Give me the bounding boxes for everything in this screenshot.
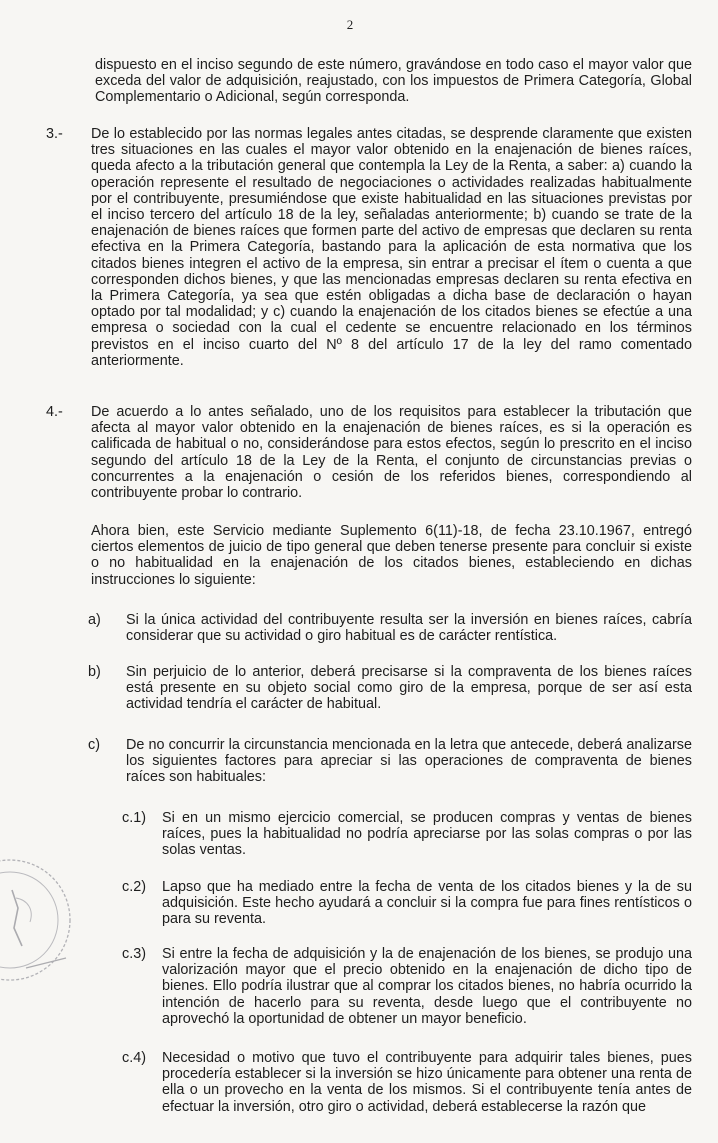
item-c-label: c) [88,737,100,753]
item-c2-label: c.2) [122,879,146,895]
section-4-paragraph-2: Ahora bien, este Servicio mediante Suplemento 6(11)-18, de fecha 23.10.1967, entregó ciertos elementos de juicio de tipo general que deben tenerse presente para concluir si existe o no habitualidad en la enajenación de los citados bienes, estableciendo en dichas instrucciones lo siguiente: [91,523,692,588]
item-a-label: a) [88,612,101,628]
section-4-paragraph-1: De acuerdo a lo antes señalado, uno de los requisitos para establecer la tributación que afecta al mayor valor obtenido en la enajenación de bienes raíces, es si la operación es calificada de habitual o no, considerándose para estos efectos, según lo prescrito en el inciso segundo del artículo 18 de la Ley de la Renta, el conjunto de circunstancias previas o concurrentes a la enajenación o cesión de los referidos bienes, correspondiendo al contribuyente probar lo contrario. [91,404,692,502]
intro-paragraph: dispuesto en el inciso segundo de este número, gravándose en todo caso el mayor valor que exceda del valor de adquisición, reajustado, con los impuestos de Primera Categoría, Global Complementario o Adicional, según corresponda. [95,57,692,106]
item-c4-text: Necesidad o motivo que tuvo el contribuyente para adquirir tales bienes, pues procedería establecer si la inversión se hizo únicamente para obtener una renta de ella o un provecho en la venta de los mismos. Si el contribuyente tenía antes de efectuar la inversión, otro giro o actividad, deberá establecerse la razón que [162,1050,692,1115]
item-c3-label: c.3) [122,946,146,962]
item-c-text: De no concurrir la circunstancia mencionada en la letra que antecede, deberá analizarse los siguientes factores para apreciar si las operaciones de compraventa de bienes raíces son habituales: [126,737,692,786]
item-c1-text: Si en un mismo ejercicio comercial, se producen compras y ventas de bienes raíces, pues la habitualidad no podría apreciarse por las solas compras o por las solas ventas. [162,810,692,859]
item-c1-label: c.1) [122,810,146,826]
page-number: 2 [346,17,354,32]
item-c2-text: Lapso que ha mediado entre la fecha de venta de los citados bienes y la de su adquisición. Este hecho ayudará a concluir si la compra fue para fines rentísticos o para su reventa. [162,879,692,928]
stamp-seal-icon [0,850,80,990]
item-a-text: Si la única actividad del contribuyente resulta ser la inversión en bienes raíces, cabría considerar que su actividad o giro habitual es de carácter rentística. [126,612,692,645]
item-b-text: Sin perjuicio de lo anterior, deberá precisarse si la compraventa de los bienes raíces está presente en su objeto social como giro de la empresa, porque de ser así esta actividad tendría el carácter de habitual. [126,664,692,713]
item-b-label: b) [88,664,101,680]
item-c4-label: c.4) [122,1050,146,1066]
section-3-paragraph: De lo establecido por las normas legales antes citadas, se desprende claramente que existen tres situaciones en las cuales el mayor valor obtenido en la enajenación de bienes raíces, queda afecto a la tributación general que contempla la Ley de la Renta, a saber: a) cuando la operación represente el resultado de negociaciones o actividades realizadas habitualmente por el contribuyente, presumiéndose que existe habitualidad en las situaciones previstas por el inciso tercero del artículo 18 de la ley, señaladas anteriormente; b) cuando se trate de la enajenación de bienes raíces que formen parte del activo de empresas que declaren su renta efectiva en la Primera Categoría, bastando para la aplicación de esta normativa que los citados bienes integren el activo de la empresa, sin entrar a precisar el ítem o cuenta a que corresponden dichos bienes, y que las mencionadas empresas declaren su renta efectiva en la Primera Categoría, ya sea que estén obligadas a dicha base de declaración o hayan optado por tal modalidad; y c) cuando la enajenación de los citados bienes se efectúe a una empresa o sociedad con la cual el cedente se encuentre relacionado en los términos previstos en el inciso cuarto del Nº 8 del artículo 17 de la ley del ramo comentado anteriormente. [91,126,692,369]
section-3-label: 3.- [46,126,63,142]
section-4-label: 4.- [46,404,63,420]
item-c3-text: Si entre la fecha de adquisición y la de enajenación de los bienes, se produjo una valorización mayor que el precio obtenido en la enajenación de dicho tipo de bienes. Ello podría ilustrar que al comprar los citados bienes, no habría ocurrido la intención de hacerlo para su reventa, desde luego que el contribuyente no aprovechó la oportunidad de obtener un mayor beneficio. [162,946,692,1027]
